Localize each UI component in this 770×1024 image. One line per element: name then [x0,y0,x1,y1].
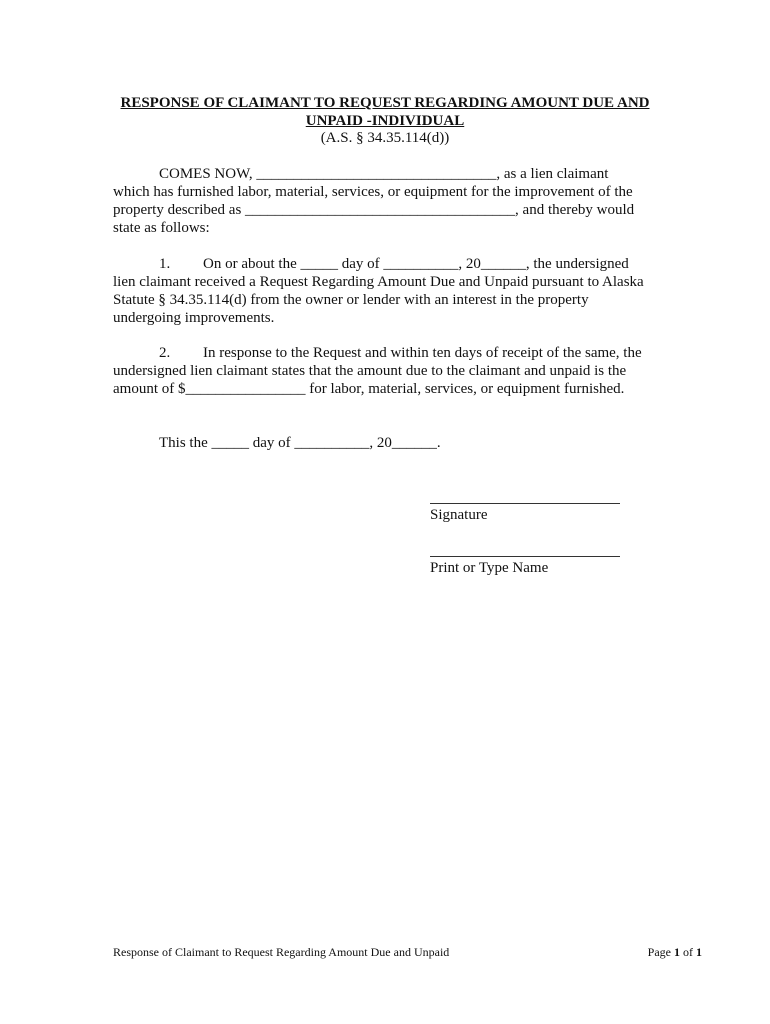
intro-line-2: which has furnished labor, material, services, or equipment for the improvement of the [113,184,633,200]
paragraph-2-line-1: In response to the Request and within ten days of receipt of the same, the [203,345,642,361]
paragraph-1-line-1: On or about the _____ day of __________, 20______, the undersigned [203,256,629,272]
page-prefix: Page [647,945,674,959]
paragraph-1-line-3: Statute § 34.35.114(d) from the owner or lender with an interest in the property [113,292,589,308]
intro-line-3: property described as ____________________________________, and thereby would [113,202,635,218]
document-title-line-1: RESPONSE OF CLAIMANT TO REQUEST REGARDING AMOUNT DUE AND [120,95,650,111]
page-current: 1 [674,945,680,959]
intro-line-1: COMES NOW, ________________________________, as a lien claimant [159,166,609,182]
paragraph-2-line-2: undersigned lien claimant states that the amount due to the claimant and unpaid is the [113,363,627,379]
intro-line-4: state as follows: [113,220,210,236]
document-title-line-2: UNPAID -INDIVIDUAL [305,113,465,129]
dated-line: This the _____ day of __________, 20______. [159,435,441,451]
signature-label: Signature [430,507,488,523]
page-total: 1 [696,945,702,959]
footer-page-number [648,945,702,959]
footer-document-title: Response of Claimant to Request Regarding Amount Due and Unpaid [113,945,450,959]
paragraph-2-line-3: amount of $________________ for labor, material, services, or equipment furnished. [113,381,625,397]
page-mid: of [680,945,696,959]
signature-line[interactable] [430,503,620,504]
paragraph-2-number: 2. [159,345,171,361]
paragraph-1-line-4: undergoing improvements. [113,310,275,326]
paragraph-1-number: 1. [159,256,171,272]
paragraph-1-line-2: lien claimant received a Request Regarding Amount Due and Unpaid pursuant to Alaska [113,274,644,290]
print-name-label: Print or Type Name [430,560,549,576]
print-name-line[interactable] [430,556,620,557]
statute-citation: (A.S. § 34.35.114(d)) [320,130,450,146]
